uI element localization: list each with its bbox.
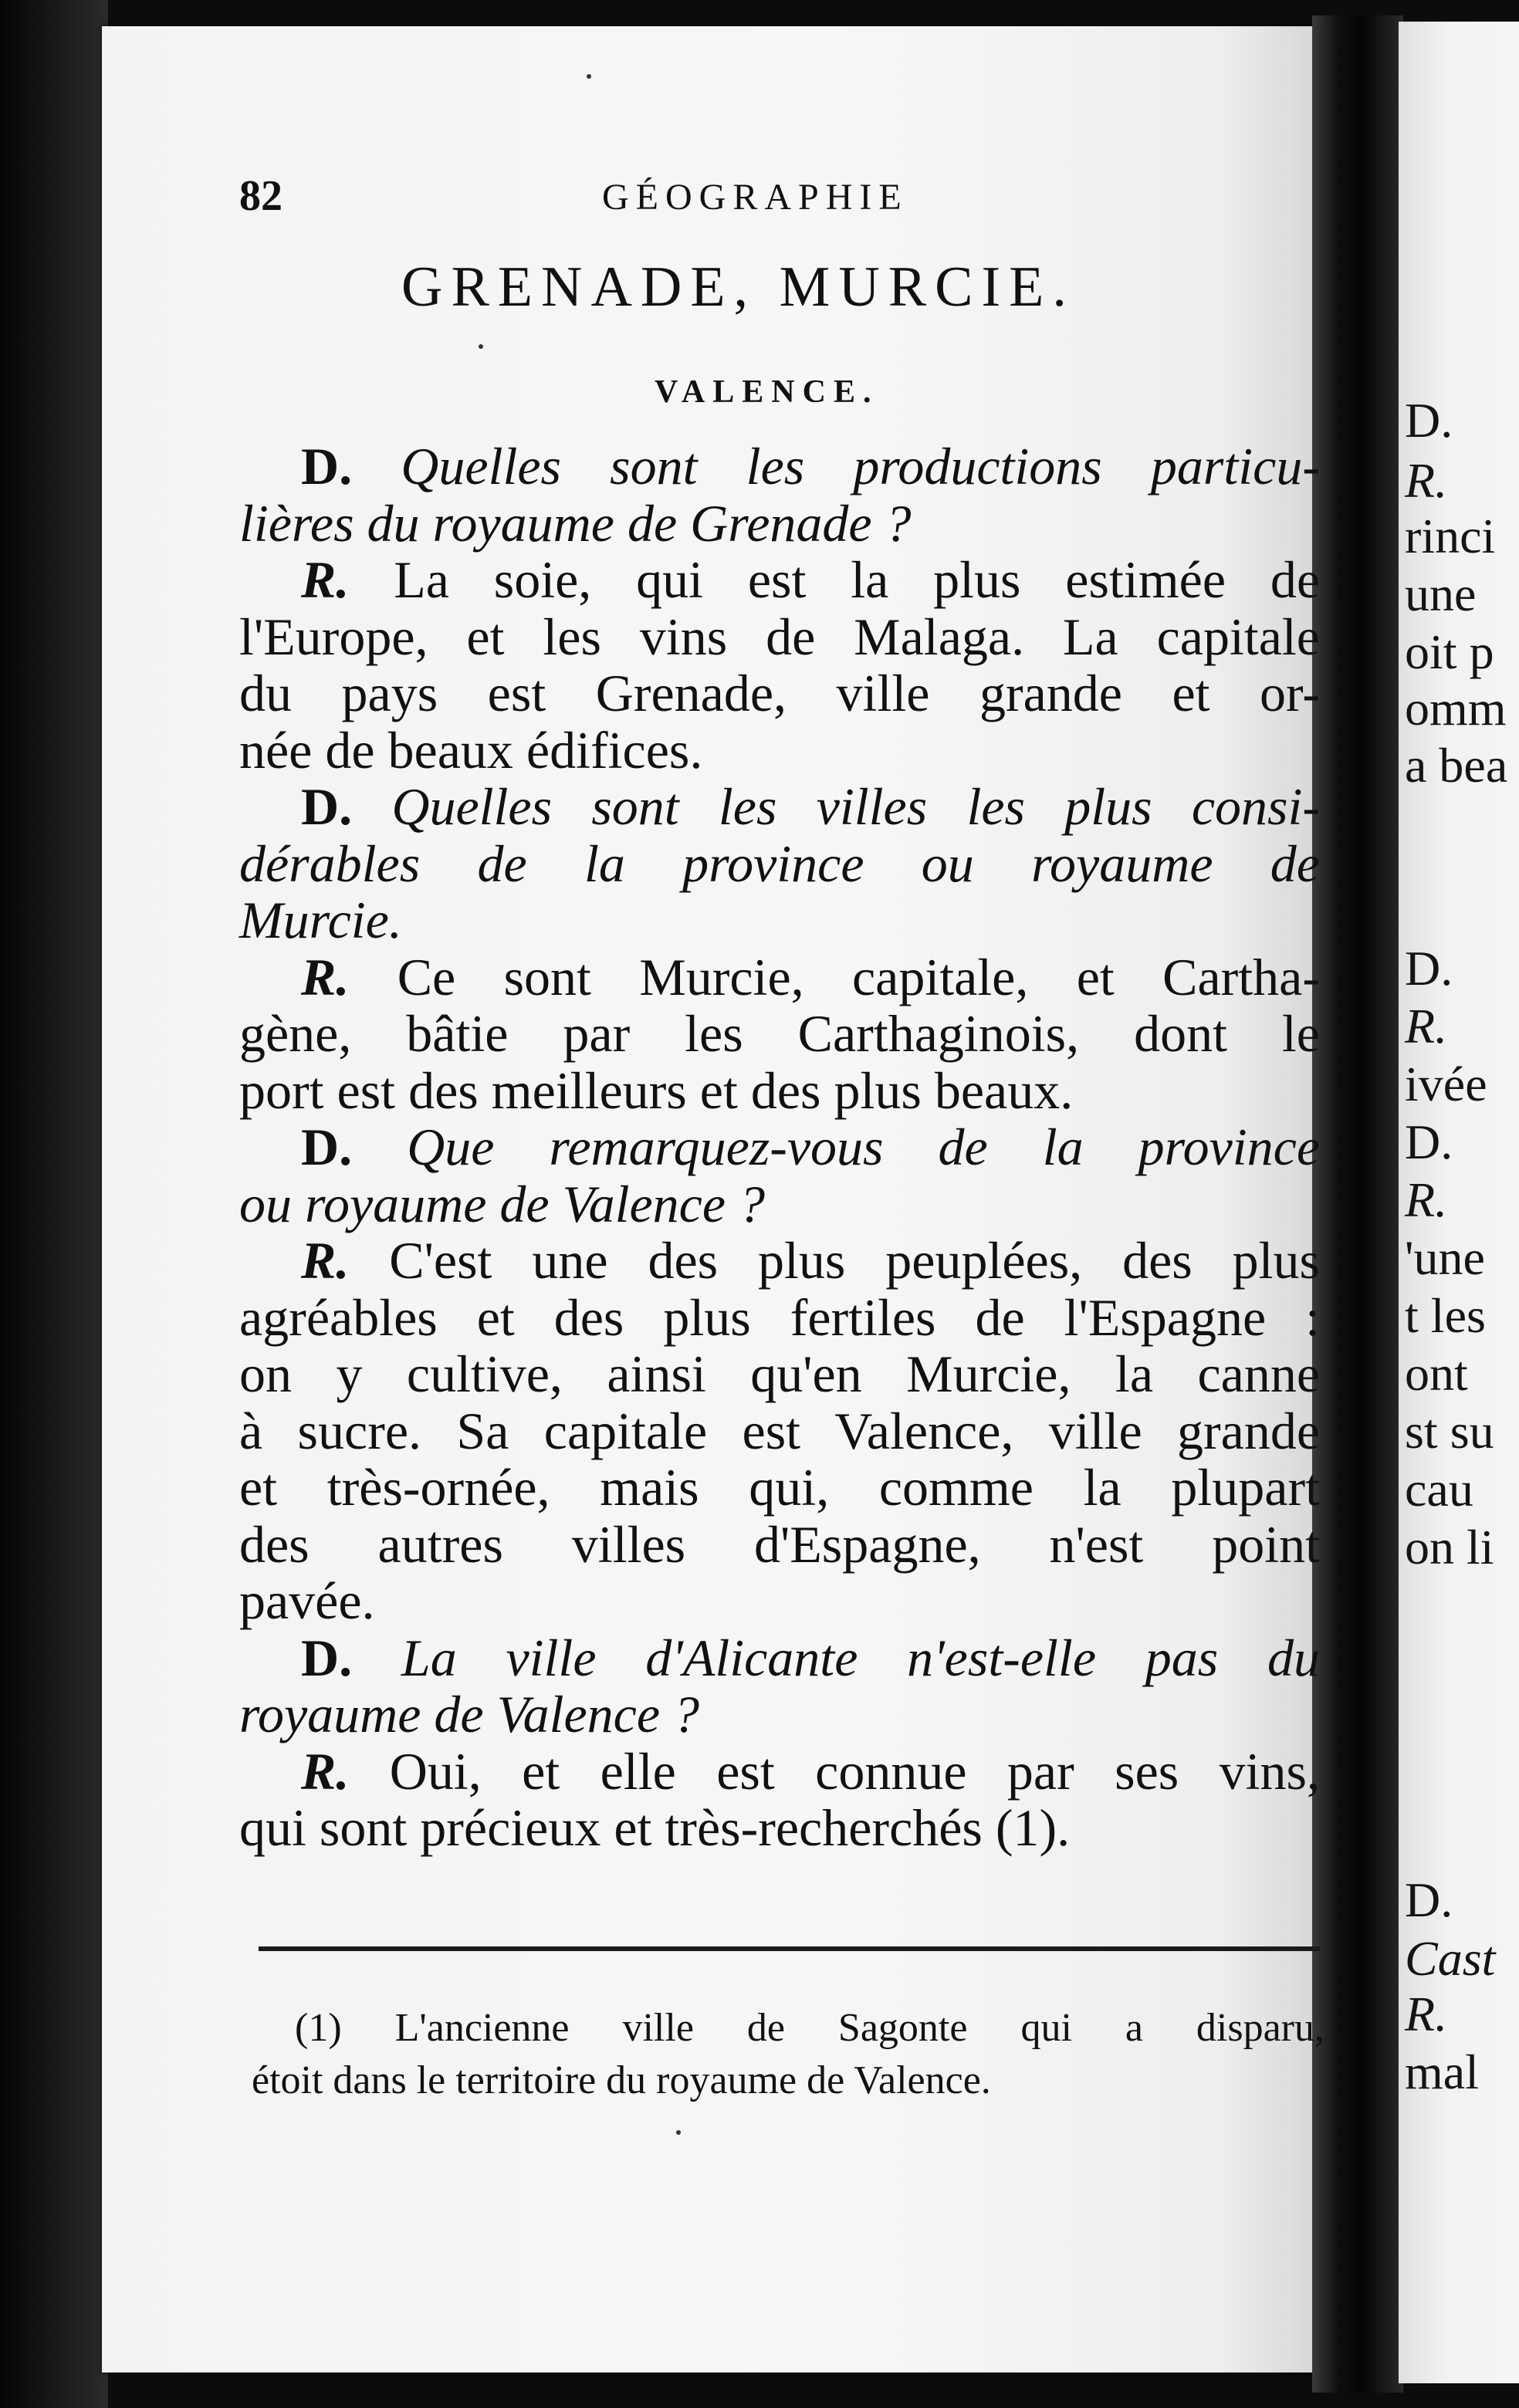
line-text: ou royaume de Valence ? <box>239 1174 766 1233</box>
line-text: royaume de Valence ? <box>239 1685 700 1743</box>
facing-page-fragment: Cast <box>1405 1931 1496 1986</box>
line-text: qui sont précieux et très-recherchés (1). <box>239 1798 1071 1857</box>
facing-page-fragment: a bea <box>1405 738 1508 793</box>
line-text: La ville d'Alicante n'est-elle pas du <box>401 1628 1320 1687</box>
facing-page-fragment: mal <box>1405 2044 1479 2099</box>
facing-page <box>1399 22 1519 2383</box>
footnote <box>252 2002 1324 2107</box>
facing-page-fragment: une <box>1405 566 1477 621</box>
text-line <box>239 949 1320 1006</box>
speaker-mark: D. <box>301 1118 353 1176</box>
text-line <box>239 1573 1320 1630</box>
facing-page-fragment: oit p <box>1405 624 1494 679</box>
line-text: Que remarquez-vous de la province <box>407 1118 1321 1176</box>
book-gutter <box>1312 15 1403 2393</box>
line-text: Oui, et elle est connue par ses vins, <box>389 1741 1320 1801</box>
facing-page-fragment: R. <box>1405 999 1448 1054</box>
text-line <box>239 1800 1320 1857</box>
text-line <box>239 495 1320 553</box>
facing-page-fragment: st su <box>1405 1404 1494 1459</box>
speaker-mark: R. <box>301 1231 350 1290</box>
facing-page-fragment: R. <box>1405 1987 1448 2041</box>
line-text: des autres villes d'Espagne, n'est point <box>239 1514 1320 1574</box>
text-line <box>239 552 1320 609</box>
line-text: gène, bâtie par les Carthaginois, dont le <box>239 1004 1320 1063</box>
facing-page-fragment: R. <box>1405 453 1448 508</box>
text-line <box>239 1287 1320 1347</box>
text-line <box>239 1060 1320 1120</box>
text-line <box>239 438 1320 495</box>
line-text: Ce sont Murcie, capitale, et Cartha- <box>397 947 1321 1006</box>
scan-speck <box>676 2130 681 2135</box>
facing-page-fragment: cau <box>1405 1462 1473 1517</box>
scan-speck <box>479 344 483 349</box>
line-text: Quelles sont les productions particu- <box>401 437 1320 495</box>
scan-border <box>0 0 108 2408</box>
text-line <box>239 1686 1320 1743</box>
text-line <box>239 1006 1320 1063</box>
line-text: à sucre. Sa capitale est Valence, ville grande <box>239 1401 1320 1460</box>
scan-speck <box>587 74 591 79</box>
speaker-mark: D. <box>301 1628 353 1687</box>
speaker-mark: R. <box>301 550 350 609</box>
facing-page-fragment: omm <box>1405 681 1507 736</box>
page-number: 82 <box>239 172 282 220</box>
line-text: Murcie. <box>239 891 402 949</box>
line-text: port est des meilleurs et des plus beaux. <box>239 1060 1074 1120</box>
chapter-subtitle: VALENCE. <box>655 374 879 410</box>
text-line <box>239 1459 1320 1517</box>
line-text: l'Europe, et les vins de Malaga. La capitale <box>239 607 1320 666</box>
line-text: lières du royaume de Grenade ? <box>239 493 912 553</box>
text-line <box>239 1403 1320 1460</box>
facing-page-fragment: D. <box>1405 1872 1453 1927</box>
line-text: on y cultive, ainsi qu'en Murcie, la canne <box>239 1344 1320 1403</box>
facing-page-fragment: 'une <box>1405 1230 1485 1285</box>
facing-page-fragment: t les <box>1405 1288 1486 1343</box>
line-text: dérables de la province ou royaume de <box>239 834 1320 893</box>
facing-page-fragment: ont <box>1405 1346 1468 1401</box>
speaker-mark: R. <box>301 947 350 1006</box>
text-line <box>239 722 1320 780</box>
speaker-mark: D. <box>301 437 353 495</box>
text-line <box>239 665 1320 722</box>
line-text: agréables et des plus fertiles de l'Espagne : <box>239 1287 1320 1347</box>
text-line <box>239 1119 1320 1176</box>
line-text: née de beaux édifices. <box>239 720 703 780</box>
facing-page-fragment: D. <box>1405 1114 1453 1169</box>
facing-page-fragment: D. <box>1405 393 1453 448</box>
line-text: La soie, qui est la plus estimée de <box>394 550 1321 609</box>
text-line <box>239 1630 1320 1687</box>
footnote-line: (1) L'ancienne ville de Sagonte qui a disparu, <box>295 2006 1324 2050</box>
line-text: du pays est Grenade, ville grande et or- <box>239 664 1320 722</box>
facing-page-fragment: on li <box>1405 1520 1494 1574</box>
facing-page-fragment: ivée <box>1405 1057 1487 1111</box>
line-text: et très-ornée, mais qui, comme la plupart <box>239 1458 1320 1517</box>
text-line <box>239 1176 1320 1233</box>
body-text <box>239 438 1320 1857</box>
footnote-rule <box>259 1946 1320 1951</box>
chapter-title: GRENADE, MURCIE. <box>401 255 1075 319</box>
running-head: GÉOGRAPHIE <box>602 177 908 218</box>
speaker-mark: D. <box>301 777 353 836</box>
text-line <box>239 1743 1320 1801</box>
speaker-mark: R. <box>301 1741 350 1801</box>
footnote-line: étoit dans le territoire du royaume de Valence. <box>252 2058 991 2102</box>
text-line <box>239 1346 1320 1403</box>
line-text: C'est une des plus peuplées, des plus <box>389 1231 1320 1290</box>
facing-page-fragment: R. <box>1405 1172 1448 1227</box>
text-line <box>239 1233 1320 1290</box>
facing-page-fragment: rinci <box>1405 509 1496 563</box>
facing-page-fragment: D. <box>1405 941 1453 996</box>
text-line <box>239 609 1320 666</box>
text-line <box>239 836 1320 893</box>
line-text: pavée. <box>239 1571 375 1630</box>
text-line <box>239 892 1320 949</box>
text-line <box>239 779 1320 836</box>
line-text: Quelles sont les villes les plus consi- <box>391 777 1320 836</box>
text-line <box>239 1514 1320 1574</box>
